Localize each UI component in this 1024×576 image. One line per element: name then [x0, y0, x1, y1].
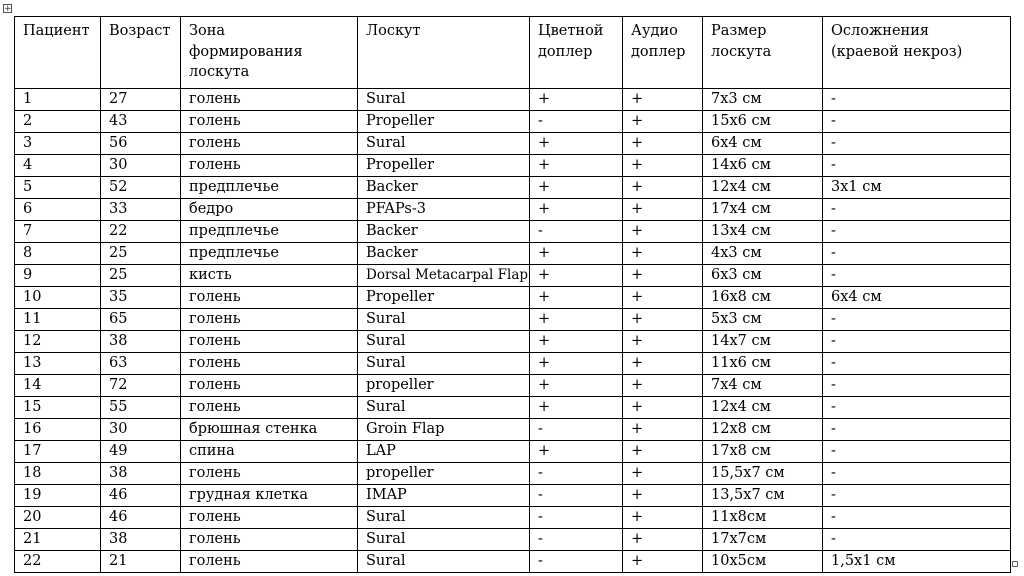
cell-flap: Sural — [358, 353, 530, 375]
cell-color-doppler: - — [530, 507, 623, 529]
cell-flap: Sural — [358, 331, 530, 353]
cell-flap: Sural — [358, 507, 530, 529]
cell-age: 63 — [101, 353, 181, 375]
cell-flap: Backer — [358, 177, 530, 199]
cell-age: 46 — [101, 507, 181, 529]
cell-complications: - — [823, 221, 1011, 243]
table-row — [15, 375, 1011, 397]
header-flap-size: Размер лоскута — [703, 17, 823, 89]
cell-flap: Groin Flap — [358, 419, 530, 441]
cell-patient: 12 — [15, 331, 101, 353]
cell-complications: - — [823, 463, 1011, 485]
cell-patient: 18 — [15, 463, 101, 485]
table-header-row — [15, 17, 1011, 89]
cell-flap-zone: голень — [181, 375, 358, 397]
cell-patient: 22 — [15, 551, 101, 573]
cell-flap-size: 7x3 см — [703, 89, 823, 111]
table-row — [15, 287, 1011, 309]
cell-complications: - — [823, 441, 1011, 463]
cell-complications: - — [823, 111, 1011, 133]
cell-audio-doppler: + — [623, 155, 703, 177]
cell-complications: - — [823, 89, 1011, 111]
cell-complications: - — [823, 529, 1011, 551]
cell-flap-zone: голень — [181, 529, 358, 551]
cell-complications: - — [823, 507, 1011, 529]
cell-flap-zone: спина — [181, 441, 358, 463]
cell-audio-doppler: + — [623, 111, 703, 133]
cell-audio-doppler: + — [623, 397, 703, 419]
cell-age: 33 — [101, 199, 181, 221]
cell-age: 38 — [101, 529, 181, 551]
cell-patient: 6 — [15, 199, 101, 221]
cell-complications: - — [823, 265, 1011, 287]
cell-color-doppler: + — [530, 243, 623, 265]
cell-flap-zone: брюшная стенка — [181, 419, 358, 441]
cell-flap-size: 12x4 см — [703, 397, 823, 419]
header-color-doppler: Цветной доплер — [530, 17, 623, 89]
cell-patient: 19 — [15, 485, 101, 507]
table-row — [15, 441, 1011, 463]
cell-flap: Backer — [358, 243, 530, 265]
cell-flap: Sural — [358, 133, 530, 155]
cell-audio-doppler: + — [623, 529, 703, 551]
cell-age: 43 — [101, 111, 181, 133]
cell-color-doppler: + — [530, 133, 623, 155]
cell-flap: PFAPs-3 — [358, 199, 530, 221]
cell-flap-zone: голень — [181, 551, 358, 573]
cell-flap-size: 12x4 см — [703, 177, 823, 199]
table-row — [15, 111, 1011, 133]
cell-audio-doppler: + — [623, 551, 703, 573]
cell-flap-size: 15x6 см — [703, 111, 823, 133]
cell-color-doppler: - — [530, 419, 623, 441]
table-row — [15, 419, 1011, 441]
cell-patient: 2 — [15, 111, 101, 133]
table-row — [15, 243, 1011, 265]
cell-flap-size: 14x6 см — [703, 155, 823, 177]
cell-flap: propeller — [358, 463, 530, 485]
cell-audio-doppler: + — [623, 287, 703, 309]
table-row — [15, 529, 1011, 551]
cell-flap-zone: голень — [181, 507, 358, 529]
cell-flap-size: 16x8 см — [703, 287, 823, 309]
cell-patient: 4 — [15, 155, 101, 177]
cell-color-doppler: + — [530, 89, 623, 111]
cell-flap-zone: грудная клетка — [181, 485, 358, 507]
cell-color-doppler: + — [530, 287, 623, 309]
cell-flap-size: 14x7 см — [703, 331, 823, 353]
table-row — [15, 397, 1011, 419]
table-row — [15, 507, 1011, 529]
table-row — [15, 221, 1011, 243]
cell-patient: 14 — [15, 375, 101, 397]
cell-patient: 1 — [15, 89, 101, 111]
cell-complications: - — [823, 375, 1011, 397]
cell-patient: 9 — [15, 265, 101, 287]
cell-flap: Sural — [358, 89, 530, 111]
cell-color-doppler: - — [530, 463, 623, 485]
cell-flap-size: 11x8см — [703, 507, 823, 529]
cell-audio-doppler: + — [623, 221, 703, 243]
cell-flap-zone: предплечье — [181, 243, 358, 265]
cell-age: 30 — [101, 419, 181, 441]
header-flap: Лоскут — [358, 17, 530, 89]
cell-complications: - — [823, 155, 1011, 177]
cell-patient: 8 — [15, 243, 101, 265]
cell-age: 55 — [101, 397, 181, 419]
cell-age: 25 — [101, 265, 181, 287]
cell-age: 72 — [101, 375, 181, 397]
table-move-handle-icon[interactable]: + — [4, 4, 12, 14]
cell-complications: - — [823, 419, 1011, 441]
cell-audio-doppler: + — [623, 485, 703, 507]
cell-flap-zone: бедро — [181, 199, 358, 221]
cell-age: 35 — [101, 287, 181, 309]
cell-flap: Propeller — [358, 287, 530, 309]
cell-color-doppler: + — [530, 353, 623, 375]
cell-audio-doppler: + — [623, 463, 703, 485]
cell-audio-doppler: + — [623, 353, 703, 375]
cell-flap: propeller — [358, 375, 530, 397]
table-row — [15, 265, 1011, 287]
cell-flap: Backer — [358, 221, 530, 243]
table-resize-handle-icon[interactable] — [1012, 561, 1018, 567]
cell-audio-doppler: + — [623, 375, 703, 397]
cell-audio-doppler: + — [623, 309, 703, 331]
cell-flap: Sural — [358, 397, 530, 419]
cell-flap-zone: голень — [181, 309, 358, 331]
cell-patient: 10 — [15, 287, 101, 309]
cell-flap-size: 15,5x7 см — [703, 463, 823, 485]
cell-flap: Sural — [358, 551, 530, 573]
cell-flap-zone: голень — [181, 111, 358, 133]
cell-color-doppler: - — [530, 485, 623, 507]
cell-age: 56 — [101, 133, 181, 155]
cell-flap-zone: голень — [181, 463, 358, 485]
cell-age: 27 — [101, 89, 181, 111]
cell-flap: Dorsal Metacarpal Flap — [358, 265, 530, 287]
cell-color-doppler: + — [530, 199, 623, 221]
cell-complications: - — [823, 353, 1011, 375]
table-row — [15, 551, 1011, 573]
header-audio-doppler: Аудио доплер — [623, 17, 703, 89]
cell-flap-size: 7x4 см — [703, 375, 823, 397]
cell-audio-doppler: + — [623, 331, 703, 353]
cell-flap-size: 5x3 см — [703, 309, 823, 331]
cell-patient: 3 — [15, 133, 101, 155]
cell-flap-size: 10x5см — [703, 551, 823, 573]
cell-audio-doppler: + — [623, 265, 703, 287]
cell-age: 21 — [101, 551, 181, 573]
cell-flap: Propeller — [358, 155, 530, 177]
cell-flap: IMAP — [358, 485, 530, 507]
cell-age: 52 — [101, 177, 181, 199]
cell-flap-size: 13x4 см — [703, 221, 823, 243]
cell-complications: - — [823, 485, 1011, 507]
table-body — [15, 89, 1011, 573]
cell-color-doppler: - — [530, 111, 623, 133]
header-flap-zone: Зона формирования лоскута — [181, 17, 358, 89]
cell-patient: 17 — [15, 441, 101, 463]
cell-age: 38 — [101, 463, 181, 485]
cell-patient: 16 — [15, 419, 101, 441]
cell-flap-size: 17x7см — [703, 529, 823, 551]
cell-patient: 21 — [15, 529, 101, 551]
cell-audio-doppler: + — [623, 89, 703, 111]
cell-flap-zone: кисть — [181, 265, 358, 287]
cell-patient: 11 — [15, 309, 101, 331]
cell-flap: LAP — [358, 441, 530, 463]
cell-color-doppler: + — [530, 309, 623, 331]
cell-age: 49 — [101, 441, 181, 463]
table-row — [15, 485, 1011, 507]
cell-audio-doppler: + — [623, 243, 703, 265]
cell-flap-size: 12x8 см — [703, 419, 823, 441]
cell-age: 38 — [101, 331, 181, 353]
cell-complications: - — [823, 331, 1011, 353]
table-row — [15, 155, 1011, 177]
cell-flap-size: 13,5x7 см — [703, 485, 823, 507]
patients-flap-table — [14, 16, 1011, 573]
cell-audio-doppler: + — [623, 507, 703, 529]
cell-complications: 3x1 см — [823, 177, 1011, 199]
cell-flap-size: 6x4 см — [703, 133, 823, 155]
cell-audio-doppler: + — [623, 419, 703, 441]
cell-complications: 6x4 см — [823, 287, 1011, 309]
cell-patient: 20 — [15, 507, 101, 529]
cell-flap-zone: предплечье — [181, 221, 358, 243]
cell-complications: 1,5x1 см — [823, 551, 1011, 573]
cell-complications: - — [823, 397, 1011, 419]
cell-color-doppler: - — [530, 551, 623, 573]
cell-flap-zone: голень — [181, 89, 358, 111]
cell-complications: - — [823, 309, 1011, 331]
cell-flap-size: 17x4 см — [703, 199, 823, 221]
cell-age: 22 — [101, 221, 181, 243]
header-patient: Пациент — [15, 17, 101, 89]
cell-color-doppler: - — [530, 529, 623, 551]
cell-color-doppler: + — [530, 155, 623, 177]
cell-flap: Sural — [358, 529, 530, 551]
cell-audio-doppler: + — [623, 441, 703, 463]
cell-color-doppler: + — [530, 265, 623, 287]
cell-flap-size: 11x6 см — [703, 353, 823, 375]
cell-complications: - — [823, 133, 1011, 155]
table-row — [15, 89, 1011, 111]
cell-age: 65 — [101, 309, 181, 331]
cell-flap: Sural — [358, 309, 530, 331]
cell-flap-zone: голень — [181, 155, 358, 177]
cell-flap-zone: голень — [181, 133, 358, 155]
cell-age: 46 — [101, 485, 181, 507]
cell-flap-size: 17x8 см — [703, 441, 823, 463]
cell-audio-doppler: + — [623, 199, 703, 221]
table-row — [15, 133, 1011, 155]
cell-color-doppler: - — [530, 221, 623, 243]
table-row — [15, 309, 1011, 331]
cell-flap-size: 4x3 см — [703, 243, 823, 265]
table-row — [15, 199, 1011, 221]
table-row — [15, 177, 1011, 199]
cell-audio-doppler: + — [623, 177, 703, 199]
header-age: Возраст — [101, 17, 181, 89]
cell-age: 30 — [101, 155, 181, 177]
cell-flap-zone: голень — [181, 287, 358, 309]
cell-flap: Propeller — [358, 111, 530, 133]
table-row — [15, 331, 1011, 353]
cell-flap-zone: голень — [181, 353, 358, 375]
cell-color-doppler: + — [530, 375, 623, 397]
cell-patient: 15 — [15, 397, 101, 419]
cell-flap-zone: голень — [181, 331, 358, 353]
table-row — [15, 463, 1011, 485]
table-row — [15, 353, 1011, 375]
cell-complications: - — [823, 243, 1011, 265]
cell-patient: 7 — [15, 221, 101, 243]
cell-audio-doppler: + — [623, 133, 703, 155]
cell-flap-zone: голень — [181, 397, 358, 419]
cell-complications: - — [823, 199, 1011, 221]
cell-color-doppler: + — [530, 331, 623, 353]
cell-color-doppler: + — [530, 397, 623, 419]
cell-patient: 13 — [15, 353, 101, 375]
cell-flap-zone: предплечье — [181, 177, 358, 199]
cell-color-doppler: + — [530, 441, 623, 463]
cell-patient: 5 — [15, 177, 101, 199]
cell-flap-size: 6x3 см — [703, 265, 823, 287]
cell-age: 25 — [101, 243, 181, 265]
cell-color-doppler: + — [530, 177, 623, 199]
header-complications: Осложнения (краевой некроз) — [823, 17, 1011, 89]
